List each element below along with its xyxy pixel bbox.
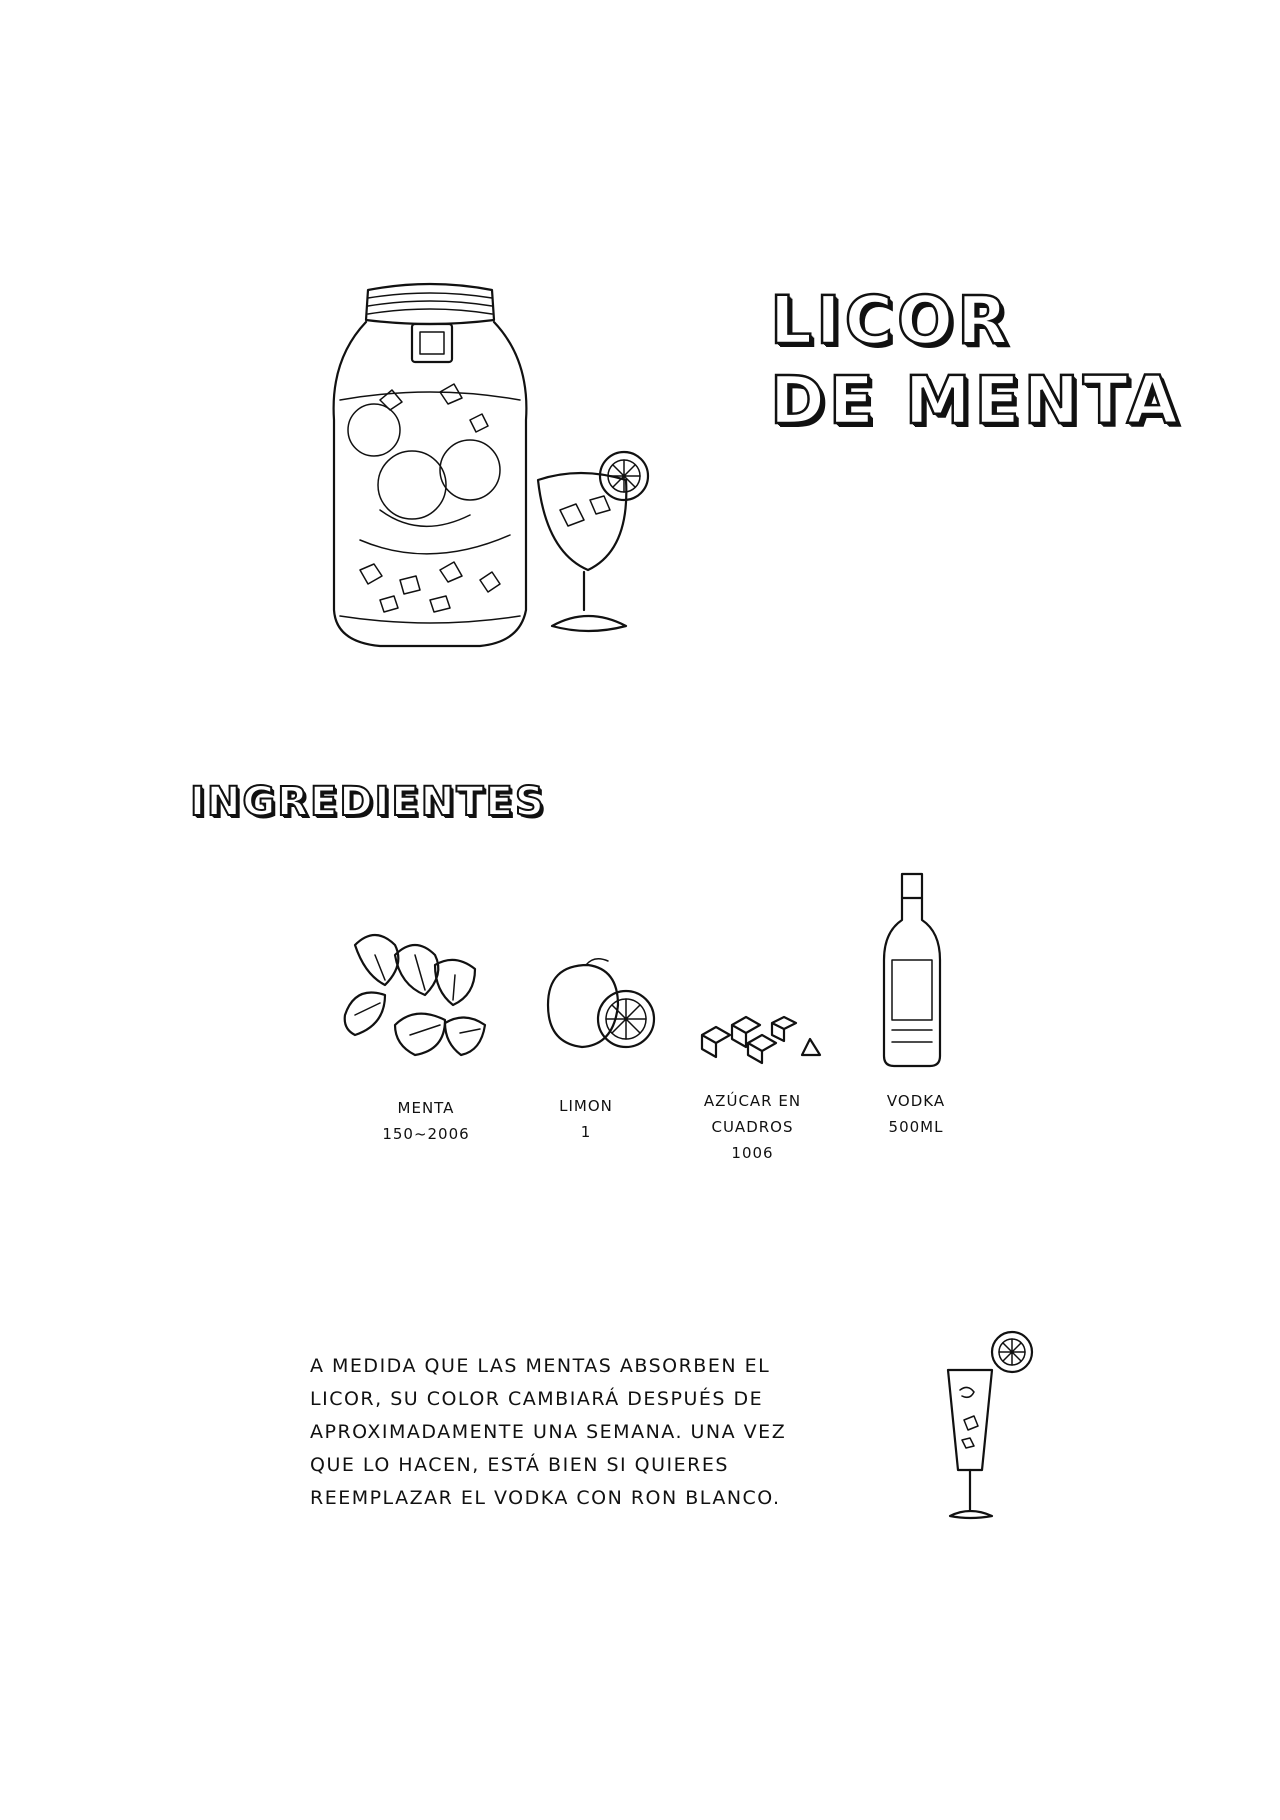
recipe-note: A MEDIDA QUE LAS MENTAS ABSORBEN EL LICOR, SU COLOR CAMBIARÁ DESPUÉS DE APROXIMADAMENTE UNA SEMANA. UNA VEZ QUE LO HACEN, ESTÁ BIEN SI QUIERES REEMPLAZAR EL VODKA CON RON BLANCO. [310,1355,787,1509]
ingredient-amount: 1 [580,1123,592,1141]
sugar-cubes-icon [692,1005,832,1065]
ingredient-name: MENTA [397,1099,455,1117]
title-line-2: DE MENTA [770,362,1182,439]
ingredient-name-line2: CUADROS [711,1118,794,1136]
ingredient-mint [356,1095,496,1147]
ingredient-name: LIMON [559,1097,613,1115]
cocktail-glass-icon [940,1330,1040,1525]
mint-leaves-icon [335,925,495,1065]
ingredient-name: AZÚCAR EN [703,1092,802,1110]
ingredient-amount: 500ML [888,1118,944,1136]
ingredient-amount: 150~2006 [382,1125,470,1143]
recipe-title [770,282,1210,439]
ingredients-heading: INGREDIENTES [190,779,546,825]
ingredient-sugar [680,1088,825,1166]
jar-and-glass-illustration [320,280,690,650]
lemon-icon [538,955,658,1055]
title-line-1: LICOR [770,282,1012,359]
ingredient-lemon [536,1093,636,1145]
ingredient-vodka [866,1088,966,1140]
ingredient-amount: 1006 [731,1144,774,1162]
ingredient-name: VODKA [886,1092,946,1110]
vodka-bottle-icon [878,870,948,1070]
